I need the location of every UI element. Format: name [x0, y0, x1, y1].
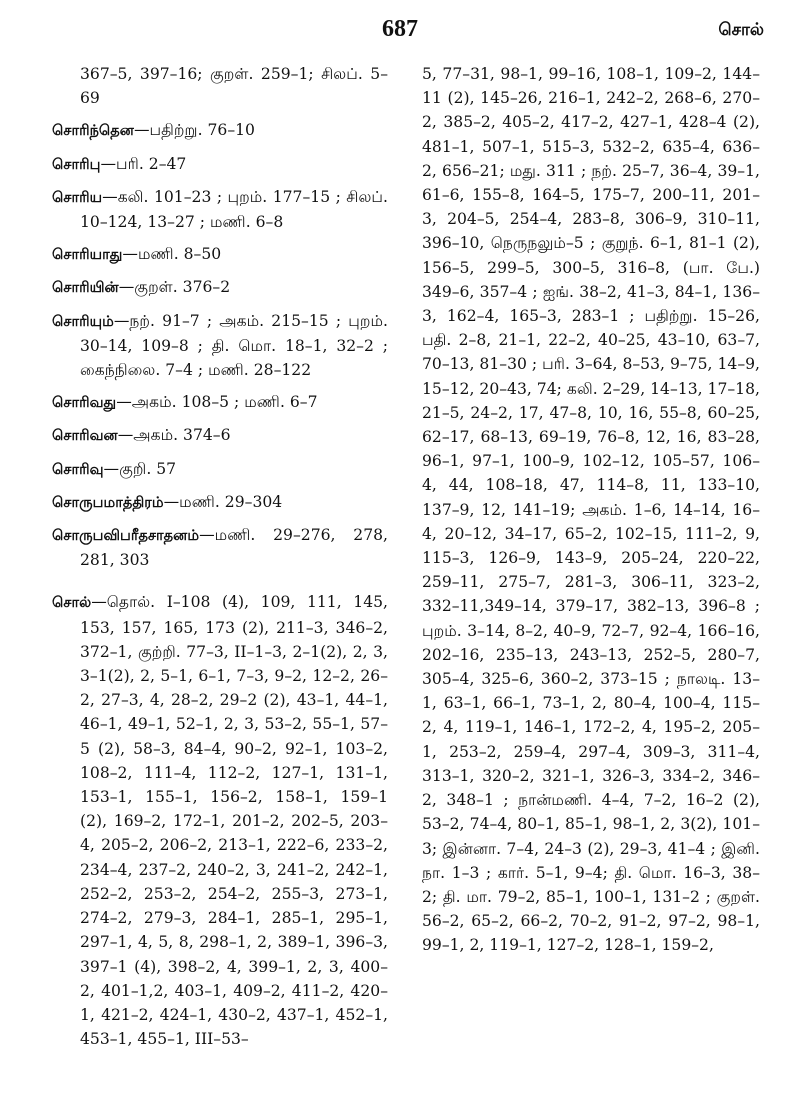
entry-dash: — [116, 393, 132, 412]
entry-word: சொரியாது [52, 246, 123, 264]
right-column [422, 62, 760, 958]
entry-dash: — [100, 154, 117, 173]
page-number: 687 [382, 16, 418, 42]
left-column [52, 62, 388, 1059]
entry-refs: மணி. 29–304 [179, 492, 283, 511]
entry-refs: குறள். 376–2 [134, 278, 231, 297]
index-entry [52, 185, 388, 234]
continued-entry-refs: 5, 77–31, 98–1, 99–16, 108–1, 109–2, 144–11 (2), 145–26, 216–1, 242–2, 268–6, 270–2, 385–2, 405–2, 417–2, 427–1, 428–4 (2), 481–1, 507–1, 515–3, 532–2, 635–4, 636–2, 656–21; மது. 311 ; நற். 25–7, 36–4, 39–1, 61–6, 155–8, 164–5, 175–7, 200–11, 201–3, 204–5, 254–4, 283–8, 306–9, 310–11, 396–10, நெருநலும்–5 ; குறுந். 6–1, 81–1 (2), 156–5, 299–5, 300–5, 316–8, (பா. பே.) 349–6, 357–4 ; ஐங். 38–2, 41–3, 84–1, 136–3, 162–4, 165–3, 283–1 ; பதிற்று. 15–26, பதி. 2–8, 21–1, 22–2, 40–25, 43–10, 63–7, 70–13, 81–30 ; பரி. 3–64, 8–53, 9–75, 14–9, 15–12, 20–43, 74; கலி. 2–29, 14–13, 17–18, 21–5, 24–2, 17, 47–8, 10, 16, 55–8, 60–25, 62–17, 68–13, 69–19, 76–8, 12, 16, 83–28, 96–1, 97–1, 100–9, 102–12, 105–57, 106–4, 44, 108–18, 47, 114–8, 11, 133–10, 137–9, 12, 141–19; அகம். 1–6, 14–14, 16–4, 20–12, 34–17, 65–2, 102–15, 111–2, 9, 115–3, 126–9, 143–9, 205–24, 220–22, 259–11, 275–7, 281–3, 306–11, 323–2, 332–11,349–14, 379–17, 382–13, 396–8 ; புறம். 3–14, 8–2, 40–9, 72–7, 92–4, 166–16, 202–16, 235–13, 243–13, 252–5, 280–7, 305–4, 325–6, 360–2, 373–15 ; நாலடி. 13–1, 63–1, 66–1, 73–1, 2, 80–4, 100–4, 115–2, 4, 119–1, 146–1, 172–2, 4, 195–2, 205–1, 253–2, 259–4, 297–4, 309–3, 311–4, 313–1, 320–2, 321–1, 326–3, 334–2, 346–2, 348–1 ; நான்மணி. 4–4, 7–2, 16–2 (2), 53–2, 74–4, 80–1, 85–1, 98–1, 2, 3(2), 101–3; இன்னா. 7–4, 24–3 (2), 29–3, 41–4 ; இனி. நா. 1–3 ; கார். 5–1, 9–4; தி. மொ. 16–3, 38–2; தி. மா. 79–2, 85–1, 100–1, 131–2 ; குறள். 56–2, 65–2, 66–2, 70–2, 91–2, 97–2, 98–1, 99–1, 2, 119–1, 127–2, 128–1, 159–2, [422, 65, 760, 955]
entry-refs: பதிற்று. 76–10 [149, 121, 255, 140]
entry-word: சொரிய [52, 188, 103, 206]
entry-dash: — [163, 492, 180, 511]
entry-dash: — [113, 311, 130, 330]
index-entry [52, 275, 388, 300]
entry-dash: — [122, 245, 138, 264]
entry-refs: பரி. 2–47 [116, 154, 187, 173]
entry-word: சொரிவன [52, 427, 118, 445]
index-entry [52, 309, 388, 383]
entry-dash: — [103, 459, 120, 478]
index-entry [52, 590, 388, 1051]
index-entry [52, 523, 388, 572]
index-entry [52, 152, 388, 177]
entry-refs: அகம். 374–6 [133, 426, 231, 445]
entry-word: சொரிந்தென [52, 122, 134, 140]
entry-word: சொரிபு [52, 155, 101, 173]
index-entry [52, 242, 388, 267]
entry-refs: மணி. 29–276, 278, 281, 303 [80, 526, 388, 570]
continuation-refs: 367–5, 397–16; குறள். 259–1; சிலப். 5–69 [80, 65, 388, 108]
entry-dash: — [133, 121, 150, 140]
continuation-text [52, 62, 388, 110]
entry-dash: — [199, 526, 215, 545]
entry-word: சொரியின் [52, 279, 119, 297]
entry-dash: — [118, 278, 135, 297]
entry-dash: — [117, 426, 134, 445]
entry-refs: மணி. 8–50 [137, 245, 222, 264]
index-entry [52, 390, 388, 415]
entry-word: சொருபமாத்திரம் [52, 493, 164, 511]
index-entry [52, 423, 388, 448]
entry-word: சொரிவது [52, 394, 117, 412]
index-entry [52, 490, 388, 515]
entry-refs: கலி. 101–23 ; புறம். 177–15 ; சிலப். 10–124, 13–27 ; மணி. 6–8 [80, 187, 388, 232]
entry-dash: — [102, 187, 118, 206]
index-entry [52, 118, 388, 143]
index-entry [52, 457, 388, 482]
running-head: சொல் [718, 20, 764, 40]
entry-refs: குறி. 57 [119, 459, 177, 478]
entry-word: சொரிவு [52, 460, 104, 478]
entry-dash: — [91, 593, 107, 612]
entry-word: சொரியும் [52, 312, 114, 330]
entry-refs: அகம். 108–5 ; மணி. 6–7 [131, 393, 318, 412]
entry-word: சொல் [52, 594, 92, 612]
entry-refs: நற். 91–7 ; அகம். 215–15 ; புறம். 30–14, 109–8 ; தி. மொ. 18–1, 32–2 ; கைந்நிலை. 7–4 ; மணி. 28–122 [80, 311, 388, 380]
entry-refs: தொல். I–108 (4), 109, 111, 145, 153, 157, 165, 173 (2), 211–3, 346–2, 372–1, குற்றி. 77–3, II–1–3, 2–1(2), 2, 3, 3–1(2), 2, 5–1, 6–1, 7–3, 9–2, 12–2, 26–2, 27–3, 4, 28–2, 29–2 (2), 43–1, 44–1, 46–1, 49–1, 52–1, 2, 3, 53–2, 55–1, 57–5 (2), 58–3, 84–4, 90–2, 92–1, 103–2, 108–2, 111–4, 112–2, 127–1, 131–1, 153–1, 155–1, 156–2, 158–1, 159–1 (2), 169–2, 172–1, 201–2, 202–5, 203–4, 205–2, 206–2, 213–1, 222–6, 233–2, 234–4, 237–2, 240–2, 3, 241–2, 242–1, 252–2, 253–2, 254–2, 255–3, 273–1, 274–2, 279–3, 284–1, 285–1, 295–1, 297–1, 4, 5, 8, 298–1, 2, 389–1, 396–3, 397–1 (4), 398–2, 4, 399–1, 2, 3, 400–2, 401–1,2, 403–1, 409–2, 411–2, 420–1, 421–2, 424–1, 430–2, 437–1, 452–1, 453–1, 455–1, III–53– [80, 593, 388, 1049]
entry-word: சொருபவிபரீதசாதனம் [52, 527, 200, 545]
